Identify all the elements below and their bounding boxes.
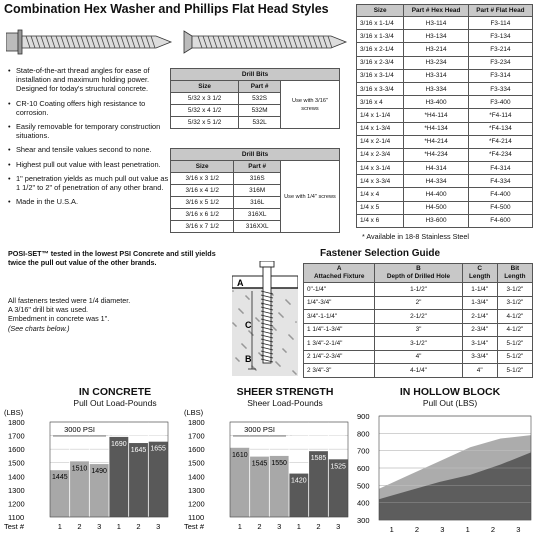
bar-value-label: 1545 — [251, 460, 268, 468]
table-row: 3/16 x 1-1/4 H3-114 F3-114 — [357, 17, 533, 30]
column-header: B Depth of Drilled Hole — [375, 264, 462, 283]
table-row: 1/4 x 3-3/4 H4-334 F4-334 — [357, 175, 533, 188]
table-row: 3/16 x 3-3/4 H3-334 F3-334 — [357, 82, 533, 95]
chart-3-title: IN HOLLOW BLOCK — [399, 386, 501, 398]
column-header: Part # — [239, 81, 281, 93]
in-concrete-chart — [0, 408, 180, 535]
y-tick-label: 600 — [357, 464, 370, 473]
bar-value-label: 1550 — [271, 459, 287, 467]
y-tick-label: 800 — [357, 429, 370, 439]
x-axis-label: Test # — [184, 522, 205, 531]
list-item: • Made in the U.S.A. — [8, 197, 170, 206]
fastener-diagram — [232, 261, 298, 376]
y-tick-label: 1500 — [8, 458, 25, 468]
feature-list — [8, 66, 170, 211]
x-tick-label: 3 — [277, 522, 282, 531]
page-title: Combination Hex Washer and Phillips Flat Head Styles — [4, 2, 329, 16]
x-tick-label: 2 — [316, 522, 321, 531]
group-label: 3000 PSI — [64, 425, 95, 434]
column-header: A Attached Fixture — [304, 264, 375, 283]
column-header: Part # Flat Head — [468, 5, 532, 17]
table-row: 1/4 x 1-3/4 *H4-134 *F4-134 — [357, 122, 533, 135]
y-tick-label: 300 — [357, 516, 370, 525]
table-title: Drill Bits — [171, 69, 340, 81]
y-tick-label: 900 — [357, 412, 370, 421]
y-tick-label: 700 — [357, 446, 370, 456]
table-row: 1/4"-3/4" 2" 1-3/4" 3-1/2" — [304, 296, 533, 310]
parts-table — [356, 4, 533, 228]
y-tick-label: 1800 — [188, 418, 205, 427]
list-item: • Highest pull out value with least penetration. — [8, 160, 170, 169]
fastener-guide-title: Fastener Selection Guide — [320, 248, 441, 259]
bar — [129, 443, 149, 517]
table-row: 3/16 x 1-3/4 H3-134 F3-134 — [357, 30, 533, 43]
table-row: 1 3/4"-2-1/4" 3-1/2" 3-1/4" 5-1/2" — [304, 337, 533, 351]
screw-illustrations — [6, 27, 351, 57]
y-tick-label: 1400 — [188, 472, 205, 482]
diagram-label-c: C — [245, 320, 252, 330]
table-row: 3/16 x 5 1/2 316L — [171, 197, 340, 209]
bar-value-label: 1445 — [52, 474, 68, 482]
y-tick-label: 1100 — [8, 513, 25, 522]
table-note: Use with 1/4" screws — [281, 161, 340, 233]
x-tick-label: 3 — [440, 525, 445, 534]
y-tick-label: 1800 — [8, 418, 25, 427]
x-tick-label: 1 — [465, 525, 470, 534]
column-header: Size — [357, 5, 404, 17]
table-row: 1/4 x 1-1/4 *H4-114 *F4-114 — [357, 109, 533, 122]
table-row: 1/4 x 6 H3-600 F4-600 — [357, 214, 533, 227]
bar-value-label: 1420 — [291, 477, 307, 485]
column-header: Size — [171, 81, 239, 93]
column-header: C Length — [462, 264, 497, 283]
y-axis-label: (LBS) — [184, 408, 204, 417]
list-item: • Shear and tensile values second to none. — [8, 145, 170, 154]
column-header: Part # Hex Head — [404, 5, 469, 17]
table-row: 5/32 x 3 1/2 532S — [171, 93, 340, 105]
hollow-block-chart — [355, 408, 537, 535]
x-tick-label: 3 — [97, 522, 102, 531]
x-tick-label: 3 — [336, 522, 341, 531]
table-row: 1/4 x 2-1/4 *H4-214 *F4-214 — [357, 135, 533, 148]
y-tick-label: 1600 — [8, 445, 25, 455]
table-row: 3/16 x 2-1/4 H3-214 F3-214 — [357, 43, 533, 56]
y-tick-label: 1300 — [188, 485, 205, 495]
bar-value-label: 1610 — [232, 451, 248, 459]
x-tick-label: 2 — [257, 522, 262, 531]
bar — [148, 442, 168, 517]
bar — [109, 437, 129, 517]
table-row: 2 1/4"-2-3/4" 4" 3-3/4" 5-1/2" — [304, 350, 533, 364]
drill-bits-table-1 — [170, 68, 340, 129]
column-header: Bit Length — [497, 264, 532, 283]
bar-value-label: 1490 — [91, 468, 107, 476]
test-notes: All fasteners tested were 1/4 diameter. A 3/16" drill bit was used. Embedment in concrete was 1". (See charts below.) — [8, 296, 131, 333]
x-tick-label: 2 — [136, 522, 141, 531]
table-row: 0"-1/4" 1-1/2" 1-1/4" 3-1/2" — [304, 283, 533, 297]
stainless-footnote: * Available in 18-8 Stainless Steel — [362, 232, 469, 241]
column-header: Part # — [234, 161, 281, 173]
chart-1-subtitle: Pull Out Load-Pounds — [73, 398, 157, 408]
table-row: 3/16 x 6 1/2 316XL — [171, 209, 340, 221]
table-row: 1 1/4"-1-3/4" 3" 2-3/4" 4-1/2" — [304, 323, 533, 337]
table-row: 1/4 x 2-3/4 *H4-234 *F4-234 — [357, 148, 533, 161]
x-tick-label: 2 — [414, 525, 420, 534]
y-tick-label: 1600 — [188, 445, 205, 455]
y-tick-label: 1100 — [188, 513, 205, 522]
bar-value-label: 1510 — [71, 465, 88, 473]
table-row: 3/16 x 3 1/2 316S — [171, 173, 340, 185]
bar-value-label: 1655 — [150, 445, 166, 453]
y-tick-label: 1500 — [188, 458, 205, 468]
sheer-strength-chart — [180, 408, 360, 535]
x-tick-label: 1 — [389, 525, 394, 534]
hex-screw-icon — [6, 30, 171, 54]
drill-bits-table-2 — [170, 148, 340, 233]
y-tick-label: 1300 — [8, 485, 25, 495]
bar-value-label: 1645 — [130, 447, 147, 455]
table-row: 3/4"-1-1/4" 2-1/2" 2-1/4" 4-1/2" — [304, 310, 533, 324]
fastener-guide-table — [303, 263, 533, 378]
diagram-label-b: B — [245, 354, 252, 364]
posi-set-statement: POSI-SET™ tested in the lowest PSI Concrete and still yields twice the pull out value of the other brands. — [8, 249, 216, 268]
list-item: • CR-10 Coating offers high resistance to corrosion. — [8, 99, 170, 117]
table-row: 2 3/4"-3" 4-1/4" 4" 5-1/2" — [304, 364, 533, 378]
x-tick-label: 3 — [516, 525, 521, 534]
x-tick-label: 2 — [490, 525, 496, 534]
y-tick-label: 1400 — [8, 472, 25, 482]
x-tick-label: 1 — [237, 522, 242, 531]
table-row: 3/16 x 4 H3-400 F3-400 — [357, 96, 533, 109]
table-row: 3/16 x 3-1/4 H3-314 F3-314 — [357, 69, 533, 82]
y-tick-label: 400 — [357, 498, 370, 508]
flat-head-screw-icon — [184, 31, 346, 53]
chart-3-subtitle: Pull Out (LBS) — [422, 398, 478, 408]
chart-2-subtitle: Sheer Load-Pounds — [247, 398, 323, 408]
y-tick-label: 1700 — [188, 431, 205, 441]
table-row: 1/4 x 4 H4-400 F4-400 — [357, 188, 533, 201]
table-row: 5/32 x 5 1/2 532L — [171, 117, 340, 129]
x-tick-label: 1 — [296, 522, 301, 531]
diagram-label-a: A — [237, 278, 244, 288]
chart-2-title: SHEER STRENGTH — [236, 386, 334, 398]
list-item: • Easily removable for temporary construction situations. — [8, 122, 170, 140]
chart-1-title: IN CONCRETE — [78, 386, 152, 398]
table-row: 5/32 x 4 1/2 532M — [171, 105, 340, 117]
group-label: 3000 PSI — [244, 425, 275, 434]
y-tick-label: 500 — [357, 481, 370, 491]
group-label: 4000 PSI — [123, 425, 154, 434]
x-tick-label: 2 — [77, 522, 82, 531]
table-row: 1/4 x 5 H4-500 F4-500 — [357, 201, 533, 214]
table-row: 3/16 x 4 1/2 316M — [171, 185, 340, 197]
bar-value-label: 1585 — [310, 455, 327, 463]
y-tick-label: 1700 — [8, 431, 25, 441]
table-row: 3/16 x 2-3/4 H3-234 F3-234 — [357, 56, 533, 69]
x-axis-label: Test # — [4, 522, 25, 531]
x-tick-label: 1 — [116, 522, 121, 531]
table-title: Drill Bits — [171, 149, 340, 161]
list-item: • State-of-the-art thread angles for ease of installation and maximum holding power. Designed for today's structural concrete. — [8, 66, 170, 94]
x-tick-label: 1 — [57, 522, 62, 531]
x-tick-label: 3 — [156, 522, 161, 531]
y-axis-label: (LBS) — [4, 408, 24, 417]
table-row: 3/16 x 7 1/2 316XXL — [171, 221, 340, 233]
bar-value-label: 1690 — [111, 440, 127, 448]
table-note: Use with 3/16" screws — [281, 81, 340, 129]
table-row: 1/4 x 3-1/4 H4-314 F4-314 — [357, 162, 533, 175]
column-header: Size — [171, 161, 234, 173]
group-label: 4000 PSI — [303, 425, 334, 434]
y-tick-label: 1200 — [8, 499, 25, 509]
y-tick-label: 1200 — [188, 499, 205, 509]
bar-value-label: 1525 — [330, 463, 346, 471]
list-item: • 1" penetration yields as much pull out value as 1 1/2" to 2" of penetration of any other brand. — [8, 174, 170, 192]
